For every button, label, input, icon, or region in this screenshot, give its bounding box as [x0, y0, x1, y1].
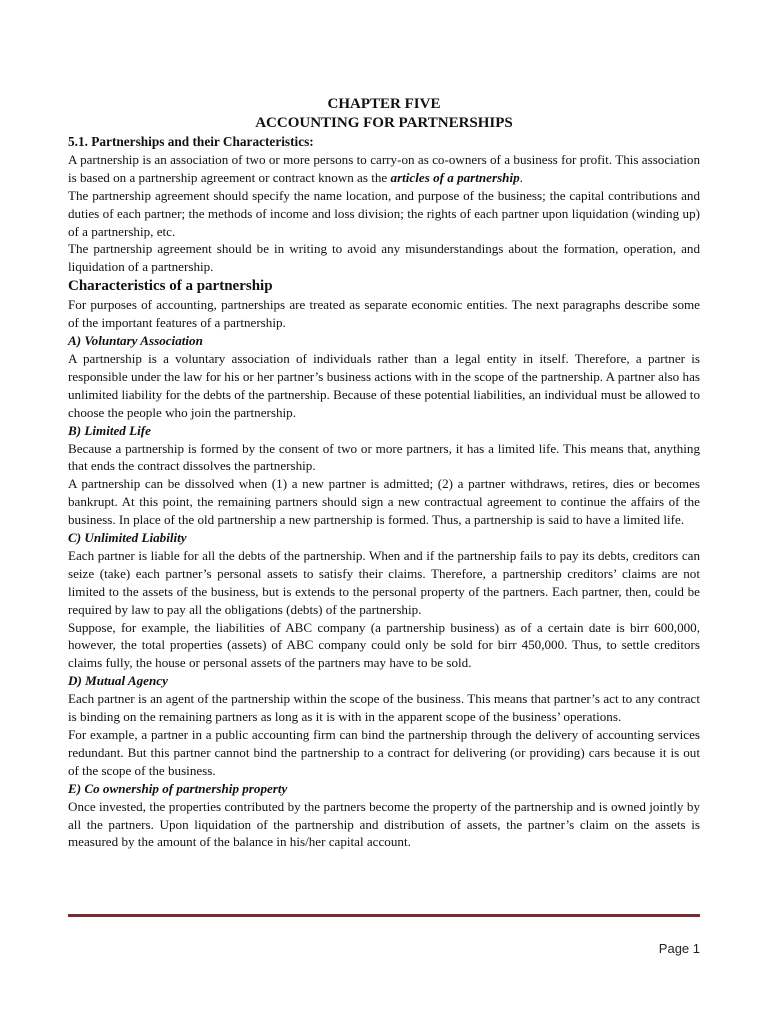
feature-paragraph: For example, a partner in a public accounting firm can bind the partnership through the delivery of accounting services redundant. But this partner cannot bind the partnership to a contract for delivering (or providing) cars because it is out of the scope of the business.: [68, 727, 700, 778]
document-body: [68, 95, 700, 851]
intro-paragraph-1: A partnership is an association of two or more persons to carry-on as co-owners of a business for profit. This association is based on a partnership agreement or contract known as the articles of a partnership.: [68, 151, 700, 185]
feature-paragraph: A partnership is a voluntary association of individuals rather than a legal entity in itself. Therefore, a partner is responsible under the law for his or her partner’s business actions with in the scope of the partnership. A partner also has unlimited liability for the debts of the partnership. Because of these potential liabilities, an individual must be allowed to choose the people who join the partnership.: [68, 350, 700, 420]
feature-paragraph: A partnership can be dissolved when (1) a new partner is admitted; (2) a partner withdraws, retires, dies or becomes bankrupt. At this point, the remaining partners should sign a new contractual agreement to continue the affairs of the business. In place of the old partnership a new partnership is formed. Thus, a partnership is said to have a limited life.: [68, 476, 700, 528]
chapter-number: CHAPTER FIVE: [327, 96, 441, 112]
feature-heading-co-ownership: E) Co ownership of partnership property: [68, 780, 288, 796]
feature-paragraph: Each partner is liable for all the debts of the partnership. When and if the partnership fails to pay its debts, creditors can seize (take) each partner’s personal assets to satisfy their claims. Therefore, a partnership creditors’ claims are not limited to the assets of the business, but is extends to the personal property of the partners. Each partner, then, could be required by law to pay all the obligations (debts) of the partnership.: [68, 547, 700, 617]
feature-heading-limited-life: B) Limited Life: [68, 422, 151, 438]
feature-paragraph: Each partner is an agent of the partnership within the scope of the business. This means that partner’s act to any contract is binding on the remaining partners as long as it is with in the apparent scope of the business’ operations.: [68, 691, 700, 725]
page-number: Page 1: [658, 941, 700, 956]
feature-paragraph: Once invested, the properties contributed by the partners become the property of the partnership and is owned jointly by all the partners. Upon liquidation of the partnership and distribution of assets, the partner’s claim on the assets is measured by the amount of the balance in his/her capital account.: [68, 798, 700, 850]
feature-paragraph: Suppose, for example, the liabilities of ABC company (a partnership business) as of a certain date is birr 600,000, however, the total properties (assets) of ABC company could only be sold for birr 450,000. Thus, to settle creditors claims fully, the house or personal assets of the partners may have to be sold.: [68, 619, 700, 671]
section-heading: 5.1. Partnerships and their Characteristics:: [68, 134, 314, 149]
characteristics-heading: Characteristics of a partnership: [68, 278, 273, 295]
articles-emphasis: articles of a partnership: [390, 169, 520, 185]
characteristics-intro: For purposes of accounting, partnerships are treated as separate economic entities. The next paragraphs describe some of the important features of a partnership.: [68, 297, 700, 331]
footer-rule: [68, 914, 700, 917]
chapter-title: ACCOUNTING FOR PARTNERSHIPS: [255, 115, 513, 131]
feature-heading-unlimited-liability: C) Unlimited Liability: [68, 530, 187, 546]
feature-paragraph: Because a partnership is formed by the consent of two or more partners, it has a limited life. This means that, anything that ends the contract dissolves the partnership.: [68, 440, 700, 474]
feature-heading-mutual-agency: D) Mutual Agency: [68, 673, 168, 689]
feature-heading-voluntary-association: A) Voluntary Association: [68, 333, 203, 349]
intro-paragraph-3: The partnership agreement should be in writing to avoid any misunderstandings about the formation, operation, and liquidation of a partnership.: [68, 241, 700, 275]
intro-paragraph-2: The partnership agreement should specify the name location, and purpose of the business; the capital contributions and duties of each partner; the methods of income and loss division; the rights of each partner upon liquidation (winding up) of a partnership, etc.: [68, 187, 700, 239]
